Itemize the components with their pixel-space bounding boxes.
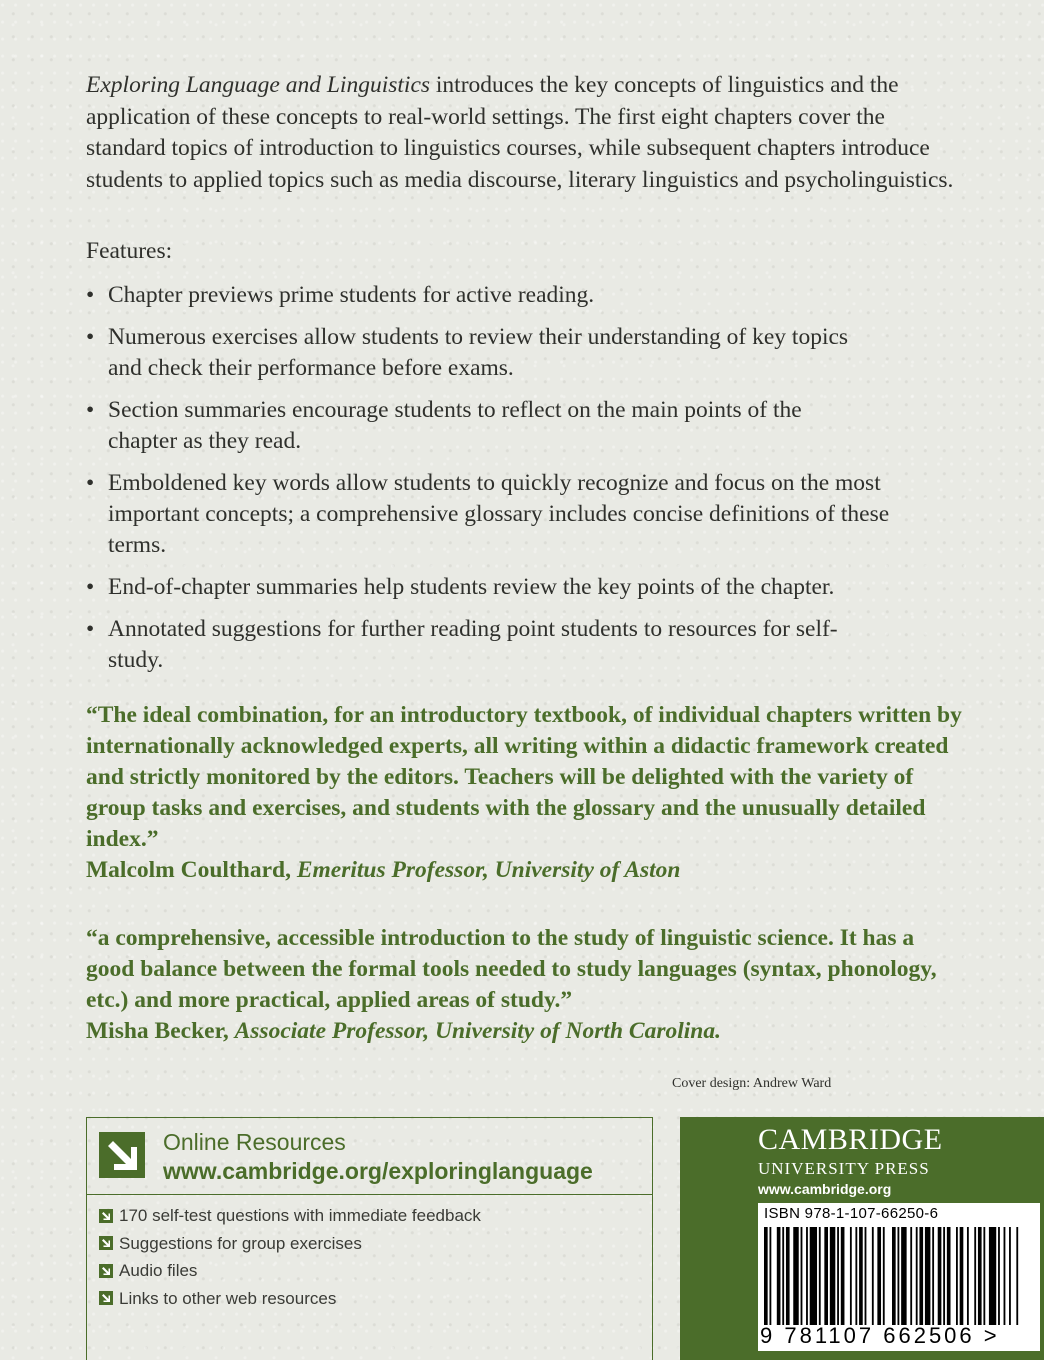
barcode-bar <box>1004 1227 1006 1325</box>
barcode-bar <box>947 1227 951 1325</box>
resource-item-label: Links to other web resources <box>119 1288 337 1308</box>
barcode-bar <box>960 1227 964 1325</box>
barcode-bar <box>810 1227 817 1325</box>
cover-credit: Cover design: Andrew Ward <box>672 1076 832 1091</box>
barcode-bar <box>793 1227 798 1325</box>
arrow-down-right-icon <box>99 1264 113 1278</box>
online-resources-list <box>99 1202 481 1312</box>
online-resources-header <box>87 1118 652 1195</box>
quote-2-text: “a comprehensive, accessible introduction to the study of linguistic science. It has a good balance between the formal tools needed to study languages (syntax, phonology, etc.) and more practical, applied areas of study.” <box>86 925 937 1013</box>
resource-item-label: Suggestions for group exercises <box>119 1233 362 1253</box>
barcode-bar <box>841 1227 845 1325</box>
barcode-bar <box>919 1227 923 1325</box>
barcode-bar <box>910 1227 912 1325</box>
online-resources-panel <box>86 1117 653 1360</box>
arrow-down-right-icon <box>99 1209 113 1223</box>
description-text: introduces the key concepts of linguistics and the application of these concepts to real-world settings. The first eight chapters cover the standard topics of introduction to linguistics courses, while subsequent chapters introduce students to applied topics such as media discourse, literary linguistics and psycholinguistics. <box>86 72 954 193</box>
arrow-down-right-icon <box>99 1132 145 1178</box>
barcode-bar <box>855 1227 857 1325</box>
barcode-bar <box>983 1227 985 1325</box>
publisher-subname: UNIVERSITY PRESS <box>758 1159 930 1178</box>
barcode <box>758 1203 1040 1351</box>
barcode-digits: 9 781107 662506 > <box>760 1323 1000 1348</box>
isbn-label: ISBN 978-1-107-66250-6 <box>764 1205 939 1222</box>
barcode-bars <box>764 1227 1020 1325</box>
arrow-down-right-icon <box>99 1236 113 1250</box>
barcode-bar <box>901 1227 906 1325</box>
resource-item <box>99 1202 481 1230</box>
barcode-bar <box>883 1227 885 1325</box>
barcode-bar <box>777 1227 781 1325</box>
barcode-bar <box>782 1227 784 1325</box>
barcode-bar <box>769 1227 771 1325</box>
barcode-bar <box>859 1227 863 1325</box>
barcode-bar <box>967 1227 969 1325</box>
feature-item: • Annotated suggestions for further reading point students to resources for self-study. <box>86 614 868 676</box>
description-paragraph <box>86 70 966 196</box>
barcode-bar <box>989 1227 996 1325</box>
barcode-bar <box>801 1227 803 1325</box>
barcode-bar <box>865 1227 867 1325</box>
barcode-bar <box>897 1227 899 1325</box>
resource-item <box>99 1285 481 1313</box>
arrow-down-right-icon <box>99 1291 113 1305</box>
barcode-bar <box>1016 1227 1018 1325</box>
quote-1 <box>86 700 966 886</box>
barcode-bar <box>1009 1227 1011 1325</box>
barcode-bar <box>824 1227 828 1325</box>
publisher-url[interactable]: www.cambridge.org <box>758 1181 892 1197</box>
barcode-bar <box>764 1227 768 1325</box>
barcode-bar <box>932 1227 934 1325</box>
barcode-bar <box>786 1227 790 1325</box>
publisher-name: CAMBRIDGE <box>758 1123 943 1156</box>
barcode-bar <box>850 1227 852 1325</box>
resource-item <box>99 1257 481 1285</box>
barcode-bar <box>837 1227 839 1325</box>
quote-2 <box>86 923 966 1047</box>
resource-item-label: 170 self-test questions with immediate feedback <box>119 1206 481 1225</box>
feature-item: • Numerous exercises allow students to review their understanding of key topics and check their performance before exams. <box>86 322 868 384</box>
barcode-bar <box>819 1227 821 1325</box>
quote-1-affiliation: Emeritus Professor, University of Aston <box>296 857 681 883</box>
barcode-bar <box>806 1227 808 1325</box>
barcode-bar <box>925 1227 930 1325</box>
features-list <box>86 280 946 676</box>
feature-item: • Section summaries encourage students to reflect on the main points of the chapter as they read. <box>86 395 868 457</box>
quote-1-text: “The ideal combination, for an introductory textbook, of individual chapters written by internationally acknowledged experts, all writing within a didactic framework created and strictly monitored by the editors. Teachers will be delighted with the variety of group tasks and exercises, and students with the glossary and the unusually detailed index.” <box>86 702 962 852</box>
feature-item: • End-of-chapter summaries help students review the key points of the chapter. <box>86 572 946 603</box>
barcode-bar <box>916 1227 918 1325</box>
quote-1-author: Malcolm Coulthard, <box>86 857 291 883</box>
barcode-bar <box>872 1227 874 1325</box>
barcode-bar <box>830 1227 835 1325</box>
barcode-bar <box>943 1227 945 1325</box>
quote-2-author: Misha Becker, <box>86 1018 229 1044</box>
barcode-bar <box>974 1227 976 1325</box>
barcode-bar <box>877 1227 881 1325</box>
online-resources-url[interactable]: www.cambridge.org/exploringlanguage <box>163 1158 593 1184</box>
publisher-panel <box>680 1117 1044 1360</box>
barcode-bar <box>978 1227 982 1325</box>
feature-item: • Chapter previews prime students for active reading. <box>86 280 946 311</box>
barcode-bar <box>956 1227 958 1325</box>
online-resources-title: Online Resources <box>163 1129 346 1155</box>
barcode-bar <box>998 1227 1000 1325</box>
book-title: Exploring Language and Linguistics <box>86 72 431 98</box>
features-label: Features: <box>86 238 173 264</box>
barcode-bar <box>892 1227 896 1325</box>
quote-2-affiliation: Associate Professor, University of North Carolina. <box>234 1018 721 1044</box>
feature-item: • Emboldened key words allow students to quickly recognize and focus on the most important concepts; a comprehensive glossary includes concise definitions of these terms. <box>86 468 898 561</box>
resource-item-label: Audio files <box>119 1261 198 1280</box>
barcode-bar <box>938 1227 942 1325</box>
resource-item <box>99 1230 481 1258</box>
